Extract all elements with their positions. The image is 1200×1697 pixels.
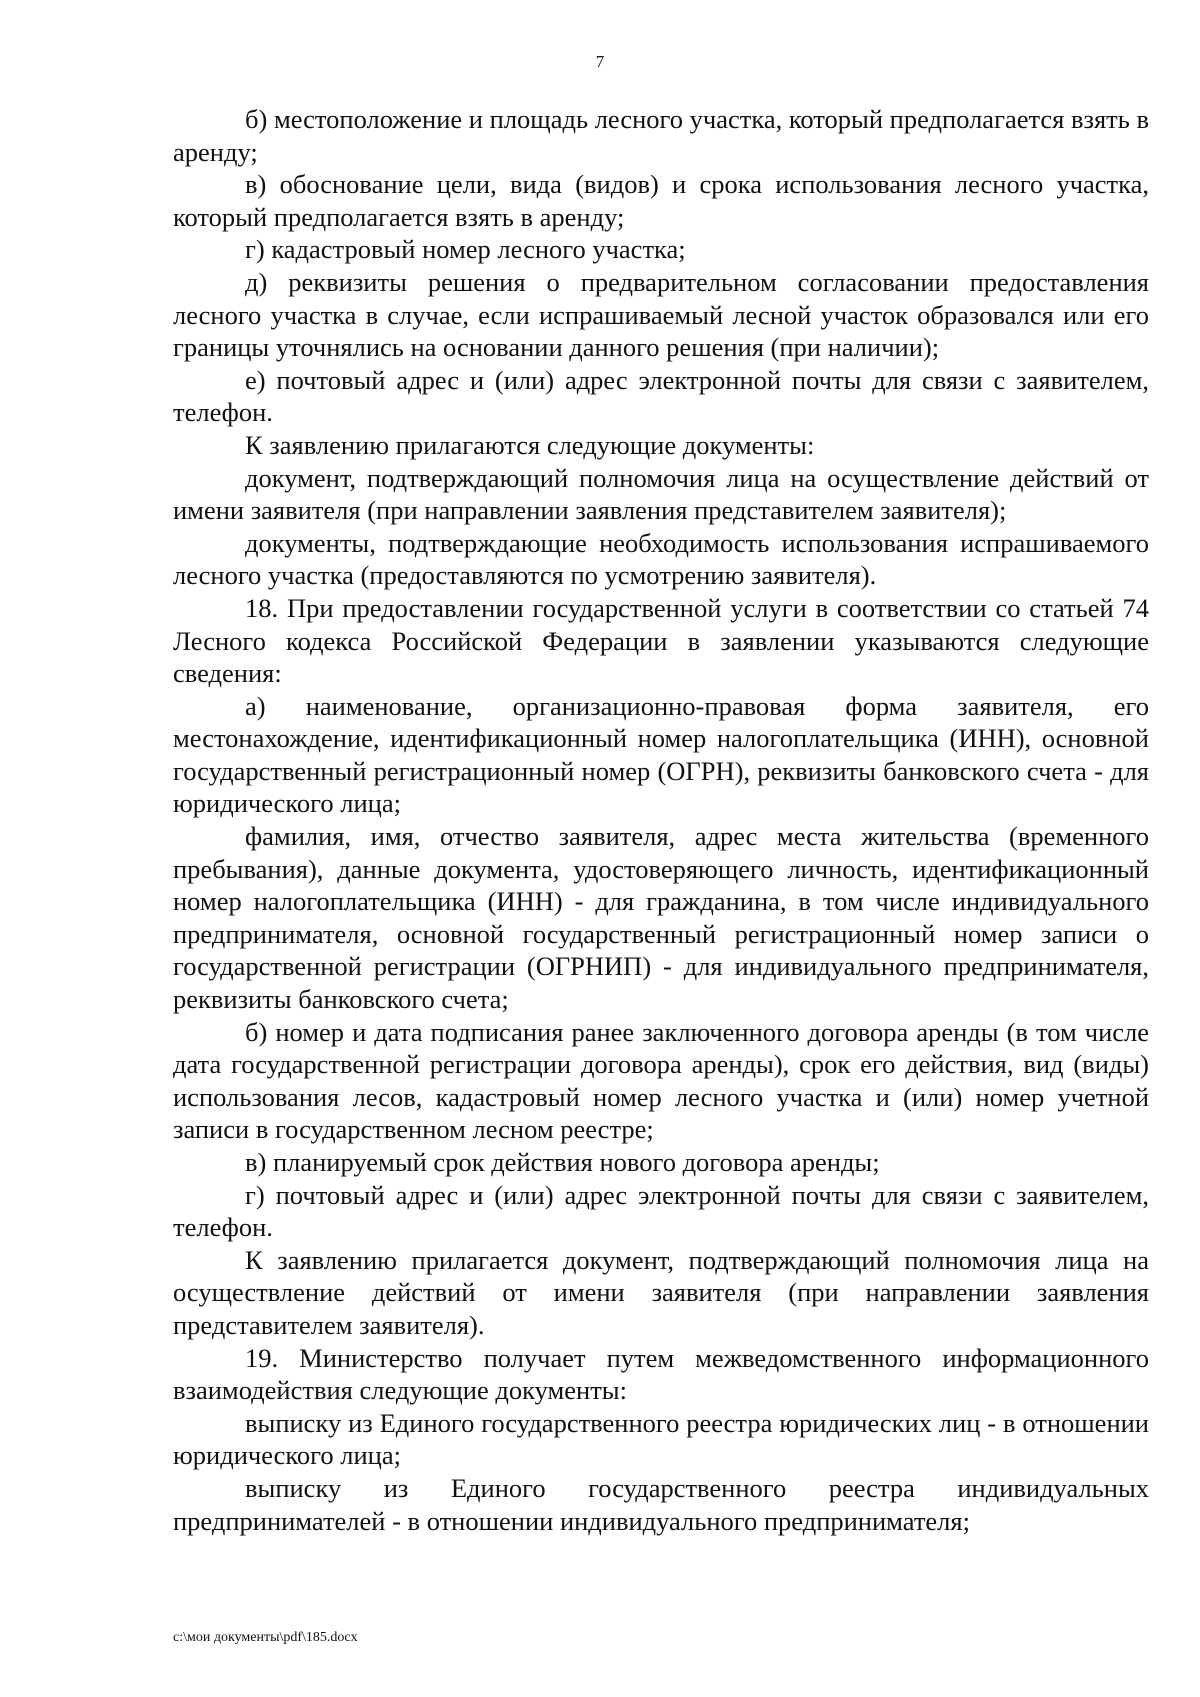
paragraph-g-contacts: г) почтовый адрес и (или) адрес электронной почты для связи с заявителем, телефон. bbox=[173, 1179, 1149, 1243]
paragraph-d-decision: д) реквизиты решения о предварительном согласовании предоставления лесного участка в случае, если испрашиваемый лесной участок образовался или его границы уточнялись на основании данного решения (при наличии); bbox=[173, 266, 1149, 363]
paragraph-attachments-intro: К заявлению прилагаются следующие документы: bbox=[245, 429, 815, 460]
paragraph-e-contacts: е) почтовый адрес и (или) адрес электронной почты для связи с заявителем, телефон. bbox=[173, 364, 1149, 428]
page-number: 7 bbox=[595, 52, 605, 71]
paragraph-18-intro: 18. При предоставлении государственной услуги в соответствии со статьей 74 Лесного кодекса Российской Федерации в заявлении указываются следующие сведения: bbox=[173, 592, 1149, 689]
paragraph-authority-document: документ, подтверждающий полномочия лица на осуществление действий от имени заявителя (при направлении заявления представителем заявителя); bbox=[173, 462, 1149, 526]
paragraph-a-legal-entity: а) наименование, организационно-правовая форма заявителя, его местонахождение, идентификационный номер налогоплательщика (ИНН), основной государственный регистрационный номер (ОГРН), реквизиты банковского счета - для юридического лица; bbox=[173, 690, 1149, 819]
paragraph-necessity-documents: документы, подтверждающие необходимость использования испрашиваемого лесного участка (предоставляются по усмотрению заявителя). bbox=[173, 527, 1149, 591]
paragraph-egrul-extract: выписку из Единого государственного реестра юридических лиц - в отношении юридического лица; bbox=[173, 1407, 1149, 1471]
paragraph-attachment-authority: К заявлению прилагается документ, подтверждающий полномочия лица на осуществление действий от имени заявителя (при направлении заявления представителем заявителя). bbox=[173, 1244, 1149, 1340]
footer-file-path: c:\мои документы\pdf\185.docx bbox=[173, 1630, 358, 1645]
paragraph-citizen-details: фамилия, имя, отчество заявителя, адрес места жительства (временного пребывания), данные документа, удостоверяющего личность, идентификационный номер налогоплательщика (ИНН) - для гражданина, в том числе индивидуального предпринимателя, основной государственный регистрационный номер записи о государственной регистрации (ОГРНИП) - для индивидуального предпринимателя, реквизиты банковского счета; bbox=[173, 821, 1149, 1015]
paragraph-19-intro: 19. Министерство получает путем межведомственного информационного взаимодействия следующие документы: bbox=[173, 1342, 1149, 1406]
paragraph-g-cadastral: г) кадастровый номер лесного участка; bbox=[245, 234, 686, 265]
paragraph-v-justification: в) обоснование цели, вида (видов) и срока использования лесного участка, который предполагается взять в аренду; bbox=[173, 169, 1149, 232]
paragraph-b-location: б) местоположение и площадь лесного участка, который предполагается взять в аренду; bbox=[173, 104, 1149, 167]
paragraph-egrip-extract: выписку из Единого государственного реестра индивидуальных предпринимателей - в отношении индивидуального предпринимателя; bbox=[173, 1472, 1149, 1536]
document-body bbox=[173, 103, 1149, 1537]
paragraph-v-new-term: в) планируемый срок действия нового договора аренды; bbox=[245, 1147, 880, 1177]
paragraph-b-lease-contract: б) номер и дата подписания ранее заключенного договора аренды (в том числе дата государственной регистрации договора аренды), срок его действия, вид (виды) использования лесов, кадастровый номер лесного участка и (или) номер учетной записи в государственном лесном реестре; bbox=[173, 1016, 1149, 1145]
